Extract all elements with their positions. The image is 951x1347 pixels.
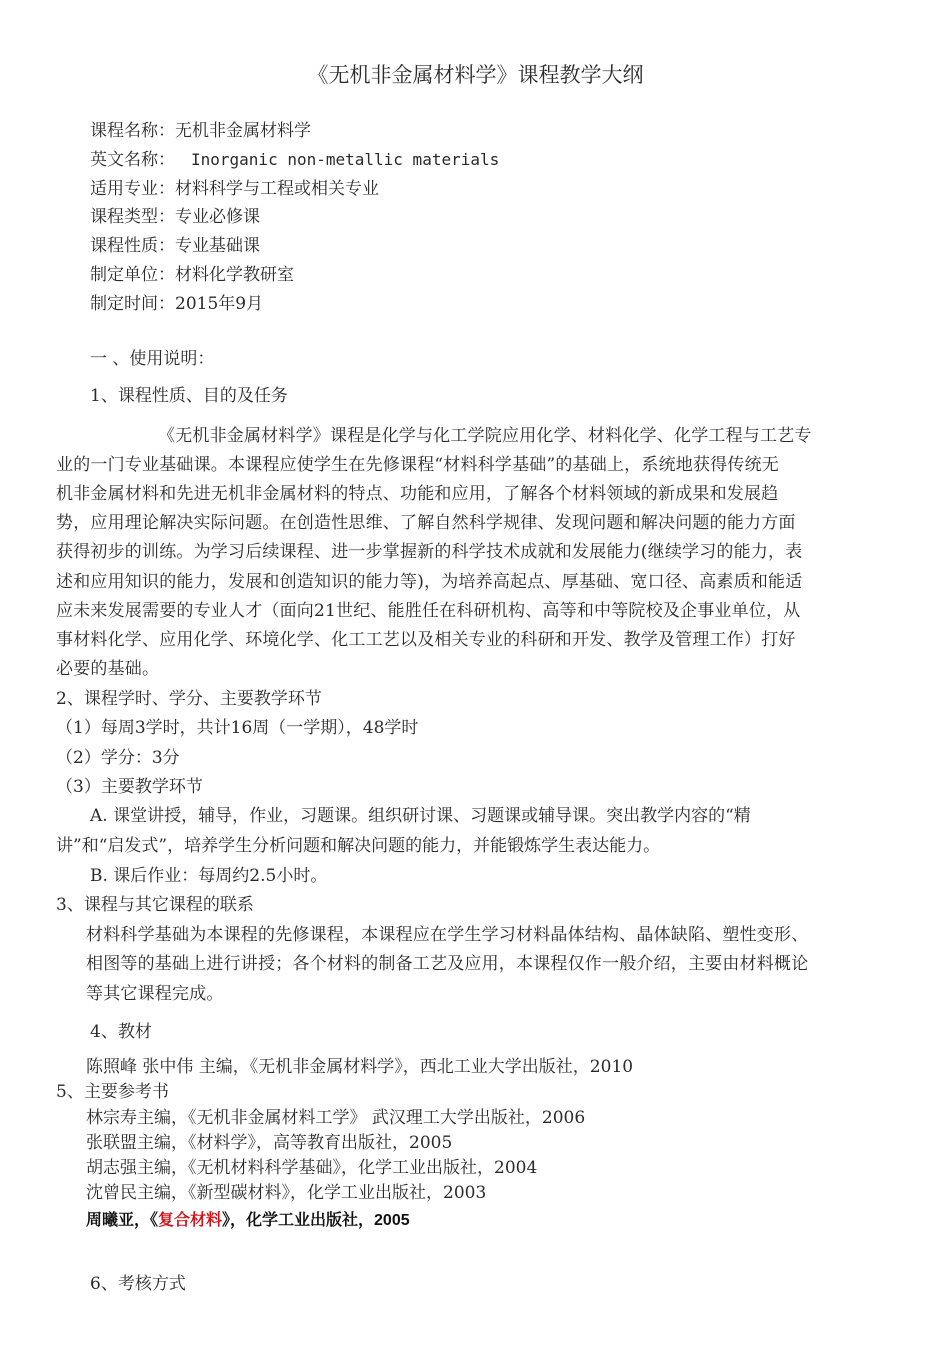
document-title: 《无机非金属材料学》课程教学大纲 [307, 63, 644, 87]
section3-heading: 3、课程与其它课程的联系 [56, 895, 254, 915]
textbook: 陈照峰 张中伟 主编，《无机非金属材料学》，西北工业大学出版社，2010 [86, 1057, 634, 1077]
reference-prefix: 周曦亚，《 [86, 1212, 159, 1229]
reference-item: 胡志强主编，《无机材料科学基础》，化学工业出版社，2004 [86, 1158, 538, 1178]
section1-paragraph-line: 事材料化学、应用化学、环境化学、化工工艺以及相关专业的科研和开发、教学及管理工作）打好 [56, 630, 796, 650]
course-name: 课程名称：无机非金属材料学 [90, 121, 311, 141]
section6-heading: 6、考核方式 [90, 1274, 186, 1294]
section1-paragraph-line: 应未来发展需要的专业人才（面向21世纪、能胜任在科研机构、高等和中等院校及企事业单位，从 [56, 601, 801, 621]
section1-paragraph-line: 机非金属材料和先进无机非金属材料的特点、功能和应用，了解各个材料领域的新成果和发展趋 [56, 484, 779, 504]
authoring-time: 制定时间：2015年9月 [90, 294, 264, 314]
reference-item: 张联盟主编，《材料学》，高等教育出版社，2005 [86, 1133, 453, 1153]
applicable-major: 适用专业：材料科学与工程或相关专业 [90, 179, 379, 199]
section3-line: 等其它课程完成。 [86, 984, 224, 1004]
reference-suffix: 》，化学工业出版社，2005 [222, 1212, 410, 1229]
english-name-value: Inorganic non-metallic materials [191, 150, 500, 169]
section1-subheading: 1、课程性质、目的及任务 [90, 386, 288, 406]
section1-paragraph-line: 《无机非金属材料学》课程是化学与化工学院应用化学、材料化学、化学工程与工艺专 [158, 426, 812, 446]
section1-paragraph-line: 业的一门专业基础课。本课程应使学生在先修课程“材料科学基础”的基础上，系统地获得传统无 [56, 455, 779, 475]
section2-heading: 2、课程学时、学分、主要教学环节 [56, 689, 322, 709]
course-type: 课程类型：专业必修课 [90, 207, 260, 227]
section1-paragraph-line: 必要的基础。 [56, 659, 160, 679]
reference-item: 沈曾民主编，《新型碳材料》，化学工业出版社，2003 [86, 1183, 487, 1203]
section1-paragraph-line: 势，应用理论解决实际问题。在创造性思维、了解自然科学规律、发现问题和解决问题的能力方面 [56, 513, 796, 533]
section4-heading: 4、教材 [90, 1022, 152, 1042]
section2-item-a: A. 课堂讲授，辅导，作业，习题课。组织研讨课、习题课或辅导课。突出教学内容的“精 [90, 806, 751, 826]
section5-heading: 5、主要参考书 [56, 1082, 169, 1102]
english-name-label: 英文名称： [90, 150, 175, 170]
section3-line: 材料科学基础为本课程的先修课程，本课程应在学生学习材料晶体结构、晶体缺陷、塑性变形、 [86, 925, 809, 945]
section2-item-teaching: （3）主要教学环节 [56, 777, 203, 797]
authoring-unit: 制定单位：材料化学教研室 [90, 265, 294, 285]
section2-item-a-cont: 讲”和“启发式”，培养学生分析问题和解决问题的能力，并能锻炼学生表达能力。 [56, 836, 661, 856]
section2-item-hours: （1）每周3学时，共计16周（一学期），48学时 [56, 718, 419, 738]
reference-item-highlighted [86, 1211, 410, 1231]
course-nature: 课程性质：专业基础课 [90, 236, 260, 256]
reference-item: 林宗寿主编，《无机非金属材料工学》 武汉理工大学出版社，2006 [86, 1108, 586, 1128]
section2-item-b: B. 课后作业：每周约2.5小时。 [90, 866, 328, 886]
section1-heading: 一 、使用说明： [90, 349, 215, 369]
reference-highlight: 复合材料 [158, 1212, 223, 1229]
section1-paragraph-line: 述和应用知识的能力，发展和创造知识的能力等)，为培养高起点、厚基础、宽口径、高素质和能适 [56, 572, 803, 592]
section2-item-credits: （2）学分：3分 [56, 748, 180, 768]
section1-paragraph-line: 获得初步的训练。为学习后续课程、进一步掌握新的科学技术成就和发展能力(继续学习的能力，表 [56, 542, 803, 562]
section3-line: 相图等的基础上进行讲授；各个材料的制备工艺及应用，本课程仅作一般介绍，主要由材料概论 [86, 954, 809, 974]
english-name [90, 150, 499, 170]
